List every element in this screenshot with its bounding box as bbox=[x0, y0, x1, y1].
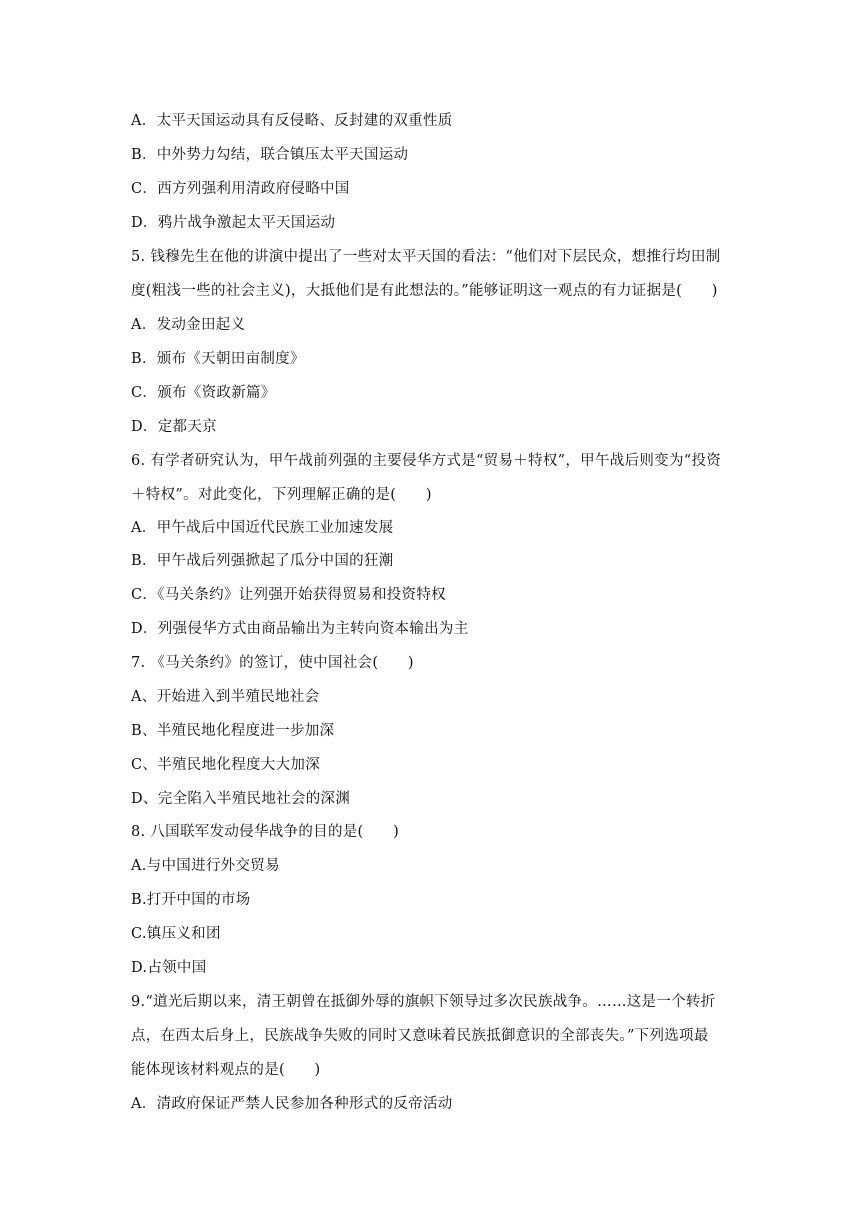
option-line: C、半殖民地化程度大大加深 bbox=[131, 757, 320, 773]
option-line: A、开始进入到半殖民地社会 bbox=[131, 689, 320, 705]
option-line: C．《马关条约》让列强开始获得贸易和投资特权 bbox=[131, 587, 446, 603]
option-line: D．定都天京 bbox=[131, 419, 217, 435]
question-line: ＋特权”。对此变化，下列理解正确的是( ) bbox=[131, 487, 432, 503]
option-line: A．发动金田起义 bbox=[131, 317, 246, 333]
question-line: 5. 钱穆先生在他的讲演中提出了一些对太平天国的看法：“他们对下层民众，想推行均田制 bbox=[131, 249, 721, 265]
question-line: 6. 有学者研究认为，甲午战前列强的主要侵华方式是“贸易＋特权”，甲午战后则变为“投资 bbox=[131, 453, 722, 469]
option-line: A．甲午战后中国近代民族工业加速发展 bbox=[131, 520, 394, 536]
question-line: 能体现该材料观点的是( ) bbox=[131, 1062, 321, 1078]
option-line: D.占领中国 bbox=[131, 960, 207, 976]
option-line: B．甲午战后列强掀起了瓜分中国的狂潮 bbox=[131, 553, 394, 569]
option-line: D．鸦片战争激起太平天国运动 bbox=[131, 215, 336, 231]
option-line: B.打开中国的市场 bbox=[131, 892, 251, 908]
option-line: A．清政府保证严禁人民参加各种形式的反帝活动 bbox=[131, 1096, 453, 1112]
option-line: B．颁布《天朝田亩制度》 bbox=[131, 351, 305, 367]
question-line: 9.“道光后期以来，清王朝曾在抵御外辱的旗帜下领导过多次民族战争。……这是一个转折 bbox=[131, 994, 716, 1010]
option-line: D、完全陷入半殖民地社会的深渊 bbox=[131, 791, 351, 807]
question-line: 度(粗浅一些的社会主义)，大抵他们是有此想法的。”能够证明这一观点的有力证据是( ) bbox=[131, 283, 718, 299]
question-line: 点，在西太后身上，民族战争失败的同时又意味着民族抵御意识的全部丧失。”下列选项最 bbox=[131, 1028, 709, 1044]
option-line: C．颁布《资政新篇》 bbox=[131, 385, 276, 401]
option-line: A.与中国进行外交贸易 bbox=[131, 858, 280, 874]
option-line: B．中外势力勾结，联合镇压太平天国运动 bbox=[131, 147, 409, 163]
option-line: A．太平天国运动具有反侵略、反封建的双重性质 bbox=[131, 113, 453, 129]
question-line: 7. 《马关条约》的签订，使中国社会( ) bbox=[131, 655, 414, 671]
option-line: B、半殖民地化程度进一步加深 bbox=[131, 723, 335, 739]
option-line: C.镇压义和团 bbox=[131, 926, 221, 942]
option-line: D．列强侵华方式由商品输出为主转向资本输出为主 bbox=[131, 621, 469, 637]
question-line: 8. 八国联军发动侵华战争的目的是( ) bbox=[131, 824, 400, 840]
option-line: C．西方列强利用清政府侵略中国 bbox=[131, 181, 350, 197]
